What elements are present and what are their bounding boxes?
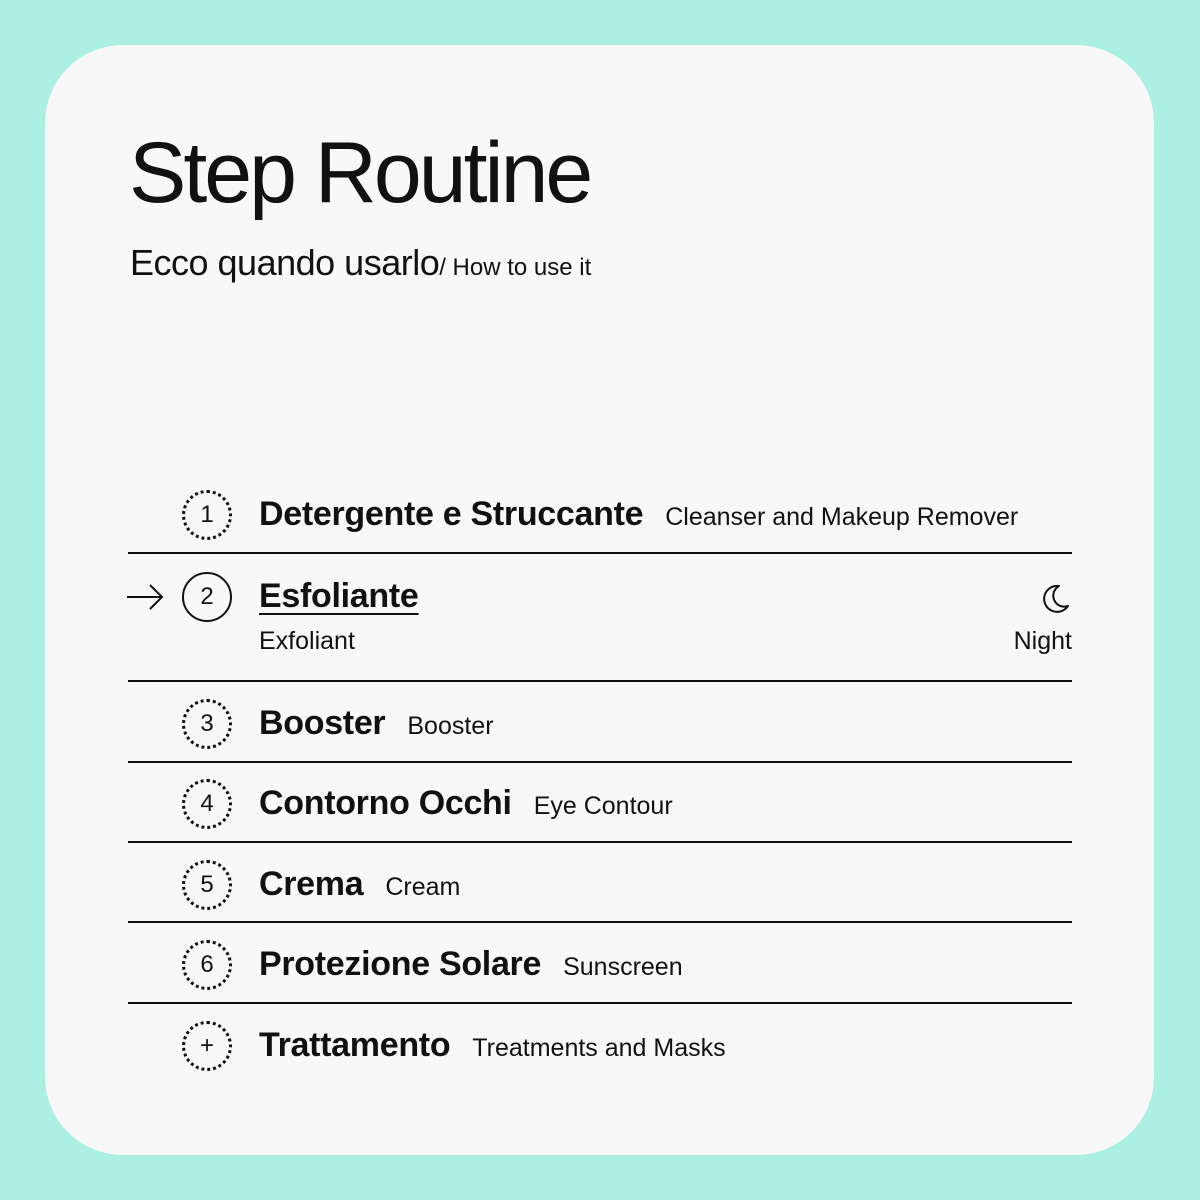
moon-icon xyxy=(1038,582,1072,616)
step-1-labels xyxy=(259,495,1018,534)
divider xyxy=(128,921,1072,923)
step-treatment-plus-badge: + xyxy=(182,1021,232,1071)
divider xyxy=(128,552,1072,554)
step-5-labels xyxy=(259,865,460,904)
step-3-english: Booster xyxy=(407,712,494,740)
step-treatment-labels xyxy=(259,1026,726,1065)
divider xyxy=(128,680,1072,682)
step-6-english: Sunscreen xyxy=(563,953,683,981)
step-5-english: Cream xyxy=(385,873,461,901)
step-treatment-name: Trattamento xyxy=(259,1026,451,1064)
step-2-labels xyxy=(259,577,418,616)
subtitle-italian: Ecco quando usarlo xyxy=(130,242,440,283)
step-3-name: Booster xyxy=(259,704,386,742)
subtitle-english: / How to use it xyxy=(439,254,592,281)
step-1-number-badge: 1 xyxy=(182,490,232,540)
divider xyxy=(128,841,1072,843)
step-4-english: Eye Contour xyxy=(533,792,673,820)
step-6-labels xyxy=(259,945,683,984)
step-6-number-badge: 6 xyxy=(182,940,232,990)
step-2-name: Esfoliante xyxy=(259,577,419,615)
step-treatment-english: Treatments and Masks xyxy=(472,1034,726,1062)
step-3-labels xyxy=(259,704,494,743)
arrow-right-icon xyxy=(126,584,166,610)
page-title: Step Routine xyxy=(129,125,591,221)
step-5-name: Crema xyxy=(259,865,364,903)
step-4-labels xyxy=(259,784,673,823)
card xyxy=(45,45,1154,1155)
step-4-number-badge: 4 xyxy=(182,779,232,829)
divider xyxy=(128,761,1072,763)
step-5-number-badge: 5 xyxy=(182,860,232,910)
step-2-english: Exfoliant xyxy=(259,627,355,655)
step-1-english: Cleanser and Makeup Remover xyxy=(665,503,1019,531)
step-3-number-badge: 3 xyxy=(182,699,232,749)
step-2-time-label: Night xyxy=(1013,627,1072,655)
step-4-name: Contorno Occhi xyxy=(259,784,512,822)
step-1-name: Detergente e Struccante xyxy=(259,495,644,533)
divider xyxy=(128,1002,1072,1004)
step-2-number-badge: 2 xyxy=(182,572,232,622)
step-list xyxy=(128,45,1072,1155)
step-6-name: Protezione Solare xyxy=(259,945,542,983)
